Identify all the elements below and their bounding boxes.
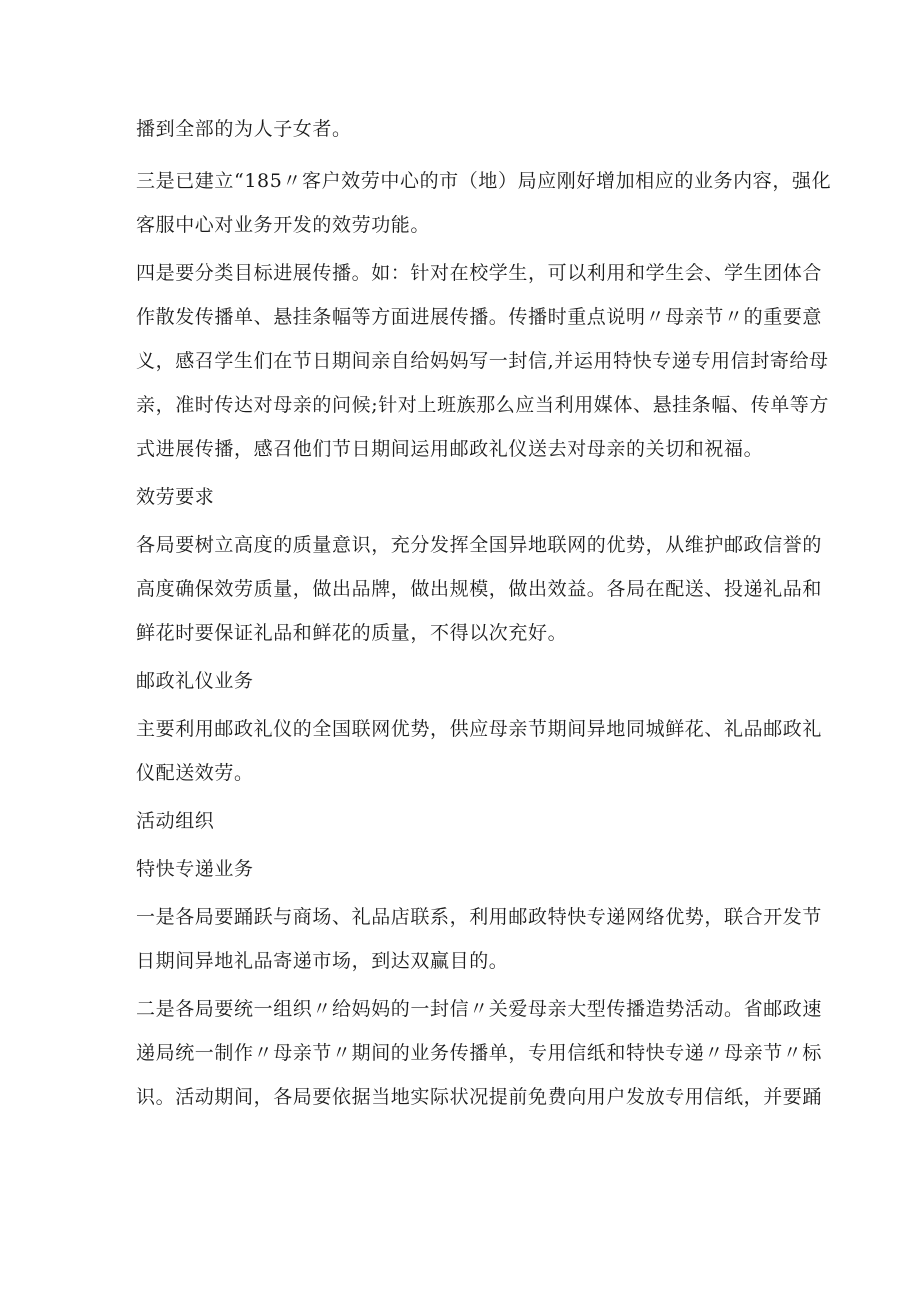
section-heading: 活动组织 [136, 810, 215, 832]
section-heading: 邮政礼仪业务 [136, 670, 254, 692]
text-line: 一是各局要踊跃与商场、礼品店联系，利用邮政特快专递网络优势，联合开发节 [136, 906, 823, 928]
section-heading: 特快专递业务 [136, 858, 254, 880]
text-line: 日期间异地礼品寄递市场，到达双赢目的。 [136, 950, 509, 972]
text-line: 义，感召学生们在节日期间亲自给妈妈写一封信,并运用特快专递专用信封寄给母 [136, 350, 829, 372]
text-line: 二是各局要统一组织〃给妈妈的一封信〃关爱母亲大型传播造势活动。省邮政速 [136, 998, 823, 1020]
text-line: 作散发传播单、悬挂条幅等方面进展传播。传播时重点说明〃母亲节〃的重要意 [136, 306, 823, 328]
text-line: 鲜花时要保证礼品和鲜花的质量，不得以次充好。 [136, 622, 568, 644]
text-line: 播到全部的为人子女者。 [136, 118, 352, 140]
text-line: 仪配送效劳。 [136, 762, 254, 784]
text-line: 递局统一制作〃母亲节〃期间的业务传播单，专用信纸和特快专递〃母亲节〃标 [136, 1042, 823, 1064]
text-line: 三是已建立“185〃客户效劳中心的市（地）局应刚好增加相应的业务内容，强化 [136, 170, 832, 192]
section-heading: 效劳要求 [136, 486, 215, 508]
text-line: 四是要分类目标进展传播。如：针对在校学生，可以利用和学生会、学生团体合 [136, 262, 823, 284]
text-line: 高度确保效劳质量，做出品牌，做出规模，做出效益。各局在配送、投递礼品和 [136, 578, 823, 600]
text-line: 识。活动期间，各局要依据当地实际状况提前免费向用户发放专用信纸，并要踊 [136, 1086, 823, 1108]
text-line: 亲，准时传达对母亲的问候;针对上班族那么应当利用媒体、悬挂条幅、传单等方 [136, 394, 830, 416]
text-line: 式进展传播，感召他们节日期间运用邮政礼仪送去对母亲的关切和祝福。 [136, 438, 764, 460]
text-line: 主要利用邮政礼仪的全国联网优势，供应母亲节期间异地同城鲜花、礼品邮政礼 [136, 718, 823, 740]
text-line: 各局要树立高度的质量意识，充分发挥全国异地联网的优势，从维护邮政信誉的 [136, 534, 823, 556]
text-line: 客服中心对业务开发的效劳功能。 [136, 214, 431, 236]
